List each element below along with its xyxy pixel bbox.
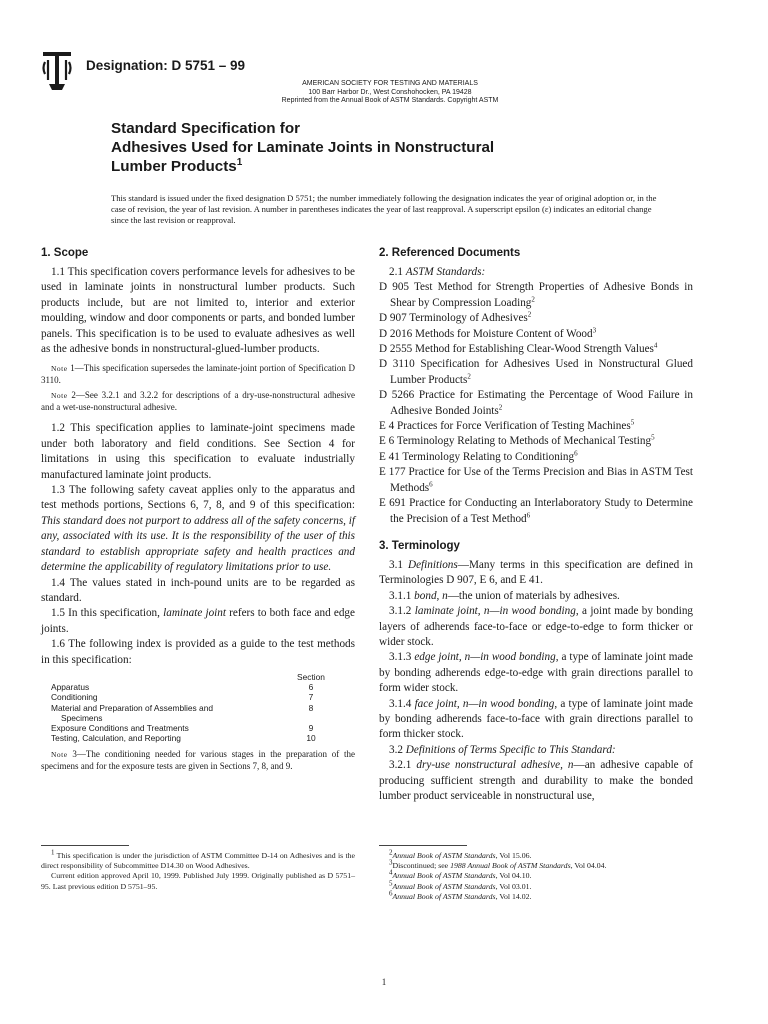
left-column [41,246,355,776]
footnote: $^3$Discontinued; see 1988 Annual Book of ASTM Standards, Vol 04.04. [389,858,607,871]
designation: Designation: D 5751 – 99 [86,58,246,73]
note-3: Note 3—The conditioning needed for various stages in the preparation of the specimens and for the exposure tests are given in Sections 7, 8, and 9. [41,749,355,771]
publisher-line: AMERICAN SOCIETY FOR TESTING AND MATERIALS [302,80,478,87]
publisher-line: Reprinted from the Annual Book of ASTM Standards. Copyright ASTM [281,97,499,104]
reference-item: E 6 Terminology Relating to Methods of Mechanical Testing$^5$ [379,433,655,448]
reference-item: D 2555 Method for Establishing Clear-Wood Strength Values$^4$ [379,341,658,356]
note-1: Note 1—This specification supersedes the laminate-joint portion of Specification D 3110. [41,363,355,385]
paragraph-3-1-3: 3.1.3 edge joint, n—in wood bonding, a type of laminate joint made by bonding adherends edge-to-edge with grain directions parallel to form wider stock. [379,651,693,695]
paragraph-3-1-4: 3.1.4 face joint, n—in wood bonding, a type of laminate joint made by bonding adherends face-to-face with grain directions parallel to form thicker stock. [379,697,693,741]
section-heading-scope: 1. Scope [41,247,89,259]
test-method-index [51,672,331,743]
section-heading-terminology: 3. Terminology [379,539,460,552]
paragraph-3-2: 3.2 Definitions of Terms Specific to This Standard: [389,743,616,756]
reference-item: E 691 Practice for Conducting an Interlaboratory Study to Determine the Precision of a Test Method$^6$ [379,497,693,525]
publisher-line: 100 Barr Harbor Dr., West Conshohocken, PA 19428 [308,88,472,96]
footnote-divider [379,845,467,846]
title-line: Standard Specification for [111,120,301,137]
paragraph-1-2: 1.2 This specification applies to laminate-joint specimens made under both laboratory and field conditions. See Section 4 for limitations in using this specification to evaluate industrially manufactured laminate joint products. [41,422,355,481]
index-row: Specimens [61,712,103,723]
reference-item: D 3110 Specification for Adhesives Used in Nonstructural Glued Lumber Products$^2$ [379,358,693,386]
document-title [111,119,494,176]
paragraph-2-1: 2.1 ASTM Standards: [389,266,486,278]
paragraph-1-5: 1.5 In this specification, laminate joint refers to both face and edge joints. [41,607,355,635]
intro-paragraph: This standard is issued under the fixed designation D 5751; the number immediately following the designation indicates the year of original adoption or, in the case of revision, the year of last revision. A number in parentheses indicates the year of last reapproval. A superscript epsilon (ε) indicates an editorial change since the last revision or reapproval. [111,193,657,225]
footnote: $^2$Annual Book of ASTM Standards, Vol 15.06. [389,848,532,860]
footnotes-left [41,848,355,892]
paragraph-1-1: 1.1 This specification covers performance levels for adhesives to be used in laminate joints in nonstructural lumber products. Such products include, but are not limited to, interior and exterior moulding, window and door components or parts, and bonded lumber panels. This specification is to be used to evaluate adhesives as well as the adhesive bonds in nonstructural-glued-lumber products. [41,266,355,356]
paragraph-1-6: 1.6 The following index is provided as a guide to the test methods in this specification: [41,638,355,666]
reference-item: D 905 Test Method for Strength Properties of Adhesive Bonds in Shear by Compression Loading$^2$ [379,281,693,309]
publisher-block [230,80,550,106]
title-line: Adhesives Used for Laminate Joints in Nonstructural [111,139,495,156]
title-line: Lumber Products$^1$ [111,156,243,175]
reference-item: D 907 Terminology of Adhesives$^2$ [379,310,532,325]
reference-item: E 4 Practices for Force Verification of Testing Machines$^5$ [379,418,635,433]
footnote: Current edition approved April 10, 1999. Published July 1999. Originally published as D 5751–95. Last previous edition D 5751–95. [41,871,355,891]
index-row: Testing, Calculation, and Reporting 10 [51,733,316,744]
footnotes-right [389,848,719,902]
note-2: Note 2—See 3.2.1 and 3.2.2 for descriptions of a dry-use-nonstructural adhesive and a wet-use-nonstructural adhesive. [41,390,355,412]
reference-item: E 177 Practice for Use of the Terms Precision and Bias in ASTM Test Methods$^6$ [379,466,693,494]
footnote: $^5$Annual Book of ASTM Standards, Vol 03.01. [389,879,532,891]
paragraph-1-4: 1.4 The values stated in inch-pound units are to be regarded as standard. [41,576,355,604]
index-row: Apparatus 6 [51,682,314,693]
reference-item: D 2016 Methods for Moisture Content of Wood$^3$ [379,325,597,340]
section-heading-referenced-documents: 2. Referenced Documents [379,247,521,259]
reference-item: D 5266 Practice for Estimating the Percentage of Wood Failure in Adhesive Bonded Joints$^2$ [379,389,693,417]
index-row: Material and Preparation of Assemblies and 8 [51,702,314,713]
footnote: $^1$ This specification is under the jurisdiction of ASTM Committee D-14 on Adhesives and is the direct responsibility of Subcommittee D14.30 on Wood Adhesives. [41,848,355,871]
index-row: Conditioning 7 [51,692,314,703]
footnote: $^6$Annual Book of ASTM Standards, Vol 14.02. [389,889,532,901]
paragraph-3-1-1: 3.1.1 bond, n—the union of materials by adhesives. [389,589,620,602]
index-row: Exposure Conditions and Treatments 9 [51,722,314,733]
paragraph-3-2-1: 3.2.1 dry-use nonstructural adhesive, n—an adhesive capable of producing sufficient strength and durability to make the bonded lumber product serviceable in nonstructural use, [379,759,694,802]
paragraph-1-3: 1.3 The following safety caveat applies only to the apparatus and test methods portions, Sections 6, 7, 8, and 9 of this specification: This standard does not purport to address all of the safety concerns, if any, associated with its use. It is the responsibility of the user of this standard to establish appropriate safety and health practices and determine the applicability of regulatory limitations prior to use. [41,484,355,574]
paragraph-3-1-2: 3.1.2 laminate joint, n—in wood bonding, a joint made by bonding layers of adherends face-to-face or edge-to-edge to form thicker or wider stock. [379,605,694,648]
footnote-divider [41,845,129,846]
astm-logo [40,50,74,92]
index-header: Section [297,671,325,682]
page-number: 1 [381,977,387,987]
paragraph-3-1: 3.1 Definitions—Many terms in this specification are defined in Terminologies D 907, E 6, and E 41. [379,558,693,587]
right-column [379,246,693,804]
title-footnote-ref: 1 [236,156,243,168]
footnote: $^4$Annual Book of ASTM Standards, Vol 04.10. [389,868,532,881]
reference-item: E 41 Terminology Relating to Conditioning$^6$ [379,449,578,463]
